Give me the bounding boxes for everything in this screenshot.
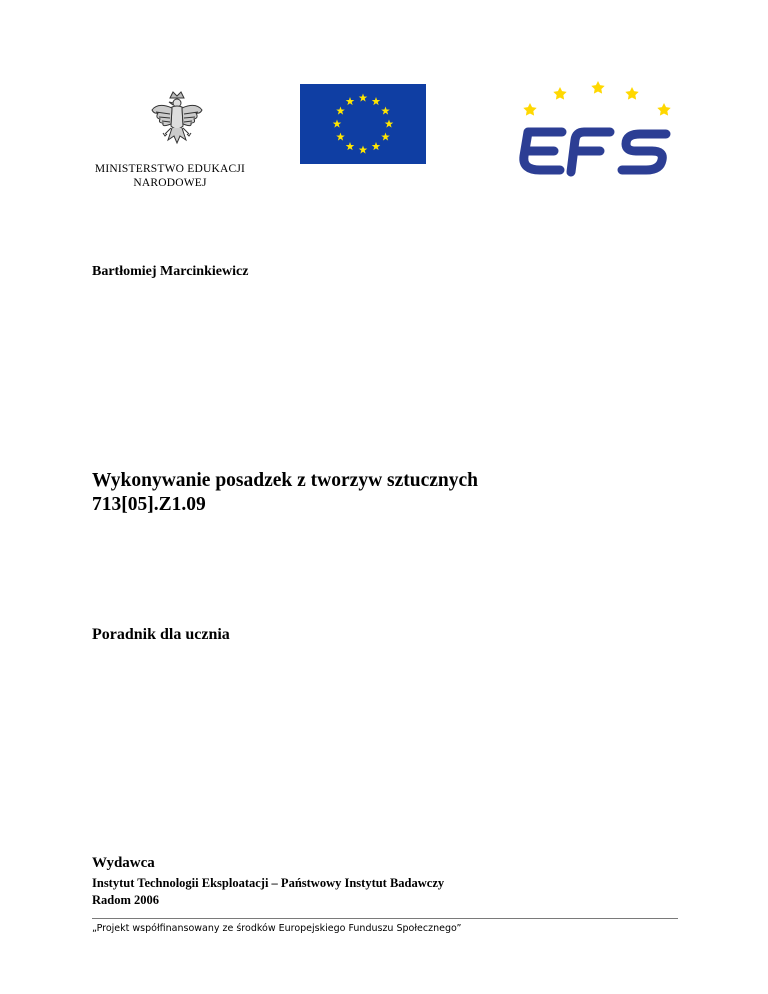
efs-logo <box>510 80 680 186</box>
ministry-name-line1: MINISTERSTWO EDUKACJI <box>94 163 246 175</box>
document-title-code: 713[05].Z1.09 <box>92 494 206 515</box>
polish-eagle-icon <box>146 88 208 150</box>
eu-flag-icon <box>300 84 426 164</box>
footer-divider <box>92 918 678 919</box>
publisher-name: Instytut Technologii Eksploatacji – Państwowy Instytut Badawczy <box>92 876 445 890</box>
document-title <box>92 469 478 517</box>
document-subtitle: Poradnik dla ucznia <box>92 626 230 643</box>
author-name: Bartłomiej Marcinkiewicz <box>92 264 249 279</box>
publisher-place-year: Radom 2006 <box>92 893 160 907</box>
publisher-label: Wydawca <box>92 855 155 871</box>
ministry-name-line2: NARODOWEJ <box>133 177 207 189</box>
footer-note: „Projekt współfinansowany ze środków Europejskiego Funduszu Społecznego” <box>92 923 462 934</box>
ministry-name <box>80 162 260 190</box>
efs-stars-icon <box>523 81 670 116</box>
document-title-line1: Wykonywanie posadzek z tworzyw sztucznych <box>92 470 479 491</box>
